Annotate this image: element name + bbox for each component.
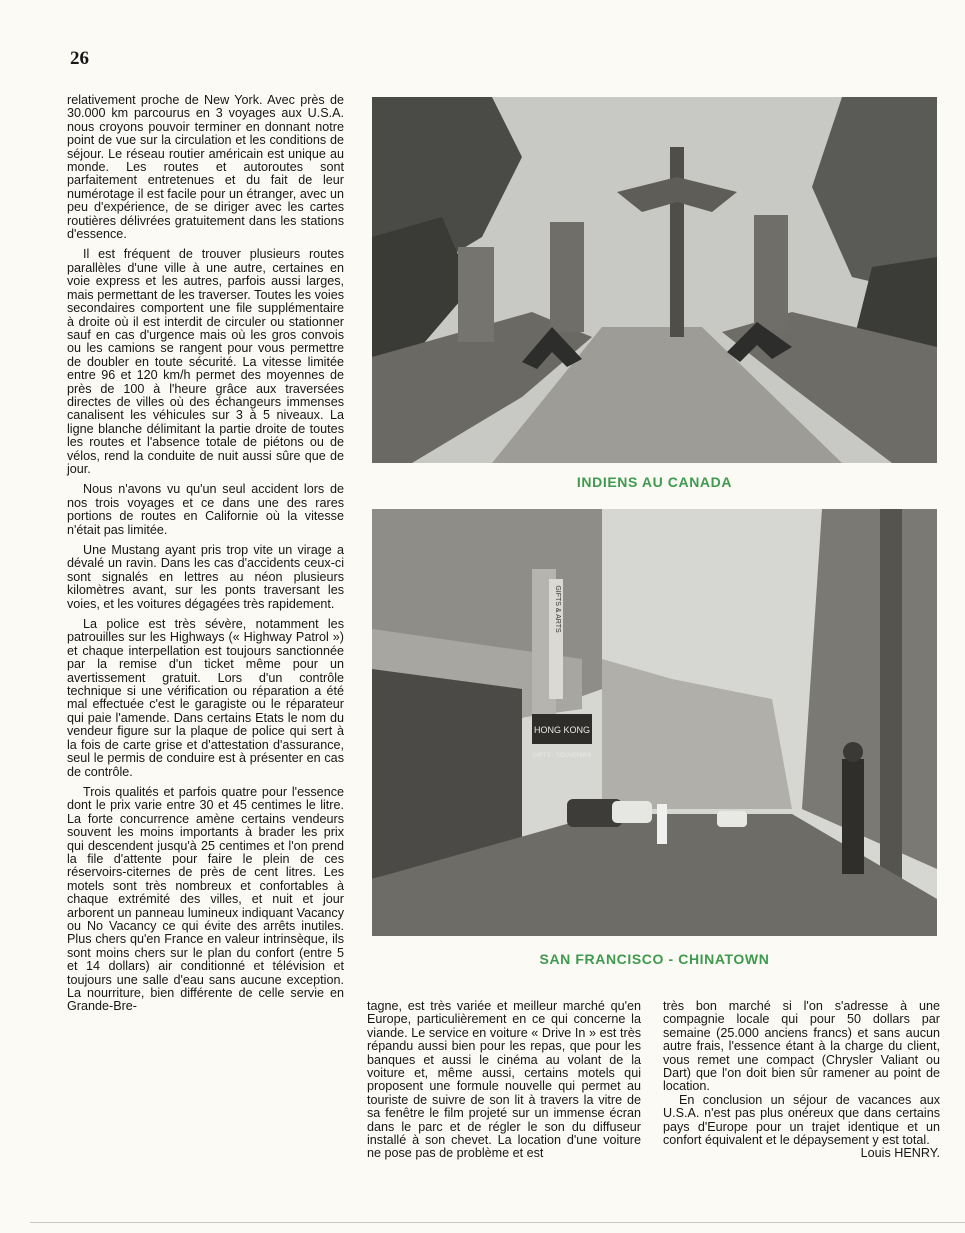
gifts-sign-text: GIFTS & ARTS (554, 585, 561, 633)
photo-indians-illustration (372, 97, 937, 463)
paragraph: relativement proche de New York. Avec près de 30.000 km parcourus en 3 voyages aux U.S.A. nous croyons pouvoir terminer en donnant notre point de vue sur la circulation et les conditions de séjour. Le réseau routier américain est unique au monde. Les routes et autoroutes sont parfaitement entretenues et du fait de leur numérotage il est facile pour un étranger, avec un peu d'expérience, de se diriger avec les cartes routières délivrées gratuitement dans les stations d'essence. (67, 93, 344, 242)
caption-chinatown: SAN FRANCISCO - CHINATOWN (539, 951, 770, 967)
article-column-left (67, 94, 344, 1021)
souvenirs-sign-text: GIFTS - SOUVENIRS (532, 753, 592, 759)
paragraph: La police est très sévère, notamment les patrouilles sur les Highways (« Highway Patrol ») et chaque interpellation est toujours sanctionnée par la remise d'un ticket même pour un avertissement gratuit. Lors d'un contrôle technique si une vérification ou réparation a été mal effectuée c'est le garagiste ou le réparateur qui paie l'amende. Dans certains Etats le nom du vendeur figure sur la plaque de police qui sert à la fois de carte grise et d'attestation d'assurance, seul le permis de conduire est à présenter en cas de contrôle. (67, 617, 344, 779)
paragraph: Une Mustang ayant pris trop vite un virage a dévalé un ravin. Dans les cas d'accidents ceux-ci sont signalés en lettres au néon plusieurs kilomètres avant, sur les ponts traversant les voies, et les voitures dégagées très rapidement. (67, 543, 344, 611)
article-column-right (663, 1000, 940, 1161)
caption-indians: INDIENS AU CANADA (576, 474, 733, 490)
page-edge (30, 1222, 965, 1223)
photo-san-francisco-chinatown (372, 509, 937, 936)
photo-indians-canada (372, 97, 937, 463)
article-column-middle (367, 1000, 641, 1168)
paragraph: Nous n'avons vu qu'un seul accident lors de nos trois voyages et ce dans une des rares portions de routes en Californie où la vitesse n'était pas limitée. (67, 482, 344, 537)
paragraph: tagne, est très variée et meilleur marché qu'en Europe, particulièrement en ce qui concerne la viande. Le service en voiture « Drive In » est très répandu aussi bien pour les repas, que pour les banques et aussi le cinéma au volant de la voiture et, même aussi, certains motels qui proposent une formule nouvelle qui permet au touriste de suivre de son lit à travers la vitre de sa fenêtre le film projeté sur un immense écran dans le parc et de régler le son du diffuseur installé à son chevet. La location d'une voiture ne pose pas de problème et est (367, 999, 641, 1161)
hongkong-sign-text: HONG KONG (533, 725, 591, 735)
paragraph: très bon marché si l'on s'adresse à une compagnie locale qui pour 50 dollars par semaine (25.000 anciens francs) et sans aucun autre frais, l'essence étant à la charge du client, vous remet une compact (Chrysler Valiant ou Dart) que l'on doit bien sûr ramener au point de location. (663, 999, 940, 1094)
author-signature: Louis HENRY. (860, 1146, 940, 1161)
page-number: 26 (70, 48, 89, 69)
photo-chinatown-illustration (372, 509, 937, 936)
paragraph: Trois qualités et parfois quatre pour l'essence dont le prix varie entre 30 et 45 centimes le litre. La forte concurrence amène certains vendeurs souvent les moins importants à brader les prix qui descendent jusqu'à 25 centimes et l'on prend la file d'attente pour faire le plein de ces réservoirs-citernes de près de cent litres. Les motels sont très nombreux et confortables à chaque extrémité des villes, et nuit et jour arborent un panneau lumineux indiquant Vacancy ou No Vacancy ce qui évite des arrêts inutiles. Plus chers qu'en France en valeur intrinsèque, ils sont moins chers sur le plan du confort (entre 5 et 14 dollars) air conditionné et télévision et toujours une salle d'eau sans aucune exception. La nourriture, bien différente de celle servie en Grande-Bre- (67, 784, 344, 1014)
paragraph: Il est fréquent de trouver plusieurs routes parallèles d'une ville à une autre, certaines en voie express et les autres, parfois aussi larges, mais permettant de les traverser. Toutes les voies secondaires comportent une file supplémentaire à droite où il est interdit de circuler ou stationner sauf en cas d'urgence mais où les gros convois ou les camions se rangent pour vous permettre de doubler en toute sécurité. La vitesse limitée entre 96 et 120 km/h permet des moyennes de près de 100 à l'heure grâce aux traversées directes de villes où des échangeurs immenses canalisent les véhicules sur 3 à 5 niveaux. La ligne blanche délimitant la partie droite de toutes les routes et l'absence totale de piétons ou de vélos, rend la conduite de nuit aussi sûre que de jour. (67, 247, 344, 476)
paragraph: En conclusion un séjour de vacances aux U.S.A. n'est pas plus onéreux que dans certains pays d'Europe pour un trajet identique et un confort équivalent et le dépaysement y est total. (663, 1092, 940, 1148)
